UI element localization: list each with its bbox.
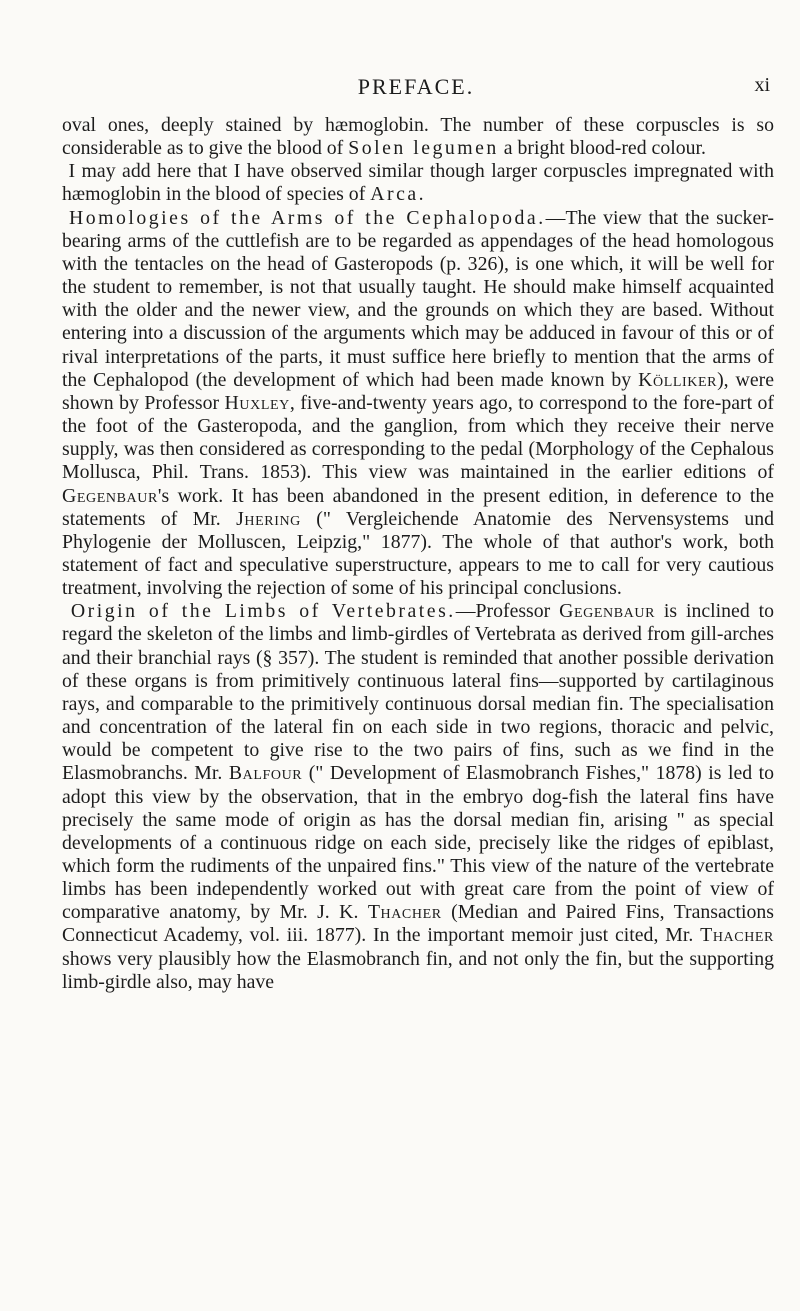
paragraph: I may add here that I have observed similar though larger corpuscles impregnated with hæmoglobin in the blood of species of Arca. [62, 160, 774, 206]
author-name: Thacher [700, 924, 774, 947]
author-name: Gegenbaur [62, 484, 158, 507]
paragraph: oval ones, deeply stained by hæmoglobin. The number of these corpuscles is so considerable as to give the blood of Solen legumen a bright blood-red colour. [62, 114, 774, 160]
author-name: Gegenbaur [559, 600, 656, 623]
species-name: Solen legumen [348, 137, 499, 160]
body-text [62, 114, 774, 994]
author-name: Thacher [367, 901, 442, 924]
section-heading: Origin of the Limbs of Vertebrates. [70, 600, 456, 623]
running-title: PREFACE. [357, 74, 475, 99]
page-number: xi [754, 74, 770, 96]
author-name: Balfour [228, 762, 303, 785]
paragraph: Homologies of the Arms of the Cephalopoda.—The view that the sucker-bearing arms of the cuttlefish are to be regarded as appendages of the head homologous with the tentacles on the head of Gasteropods (p. 326), is one which, it will be well for the student to remember, is not that usually taught. He should make himself acquainted with the older and the newer view, and the grounds on which they are based. Without entering into a discussion of the arguments which may be adduced in favour of this or of rival interpretations of the parts, it must suffice here briefly to mention that the arms of the Cephalopod (the development of which had been made known by Kölliker), were shown by Professor Huxley, five-and-twenty years ago, to correspond to the fore-part of the foot of the Gasteropoda, and the ganglion, from which they receive their nerve supply, was then considered as corresponding to the pedal (Morphology of the Cephalous Mollusca, Phil. Trans. 1853). This view was maintained in the earlier editions of Gegenbaur's work. It has been abandoned in the present edition, in deference to the statements of Mr. Jhering (" Vergleichende Anatomie des Nervensystems und Phylogenie der Molluscen, Leipzig," 1877). The whole of that author's work, both statement of fact and speculative superstructure, appears to me to call for very cautious treatment, involving the rejection of some of his principal conclusions. [62, 206, 775, 600]
section-heading: Homologies of the Arms of the Cephalopoda. [68, 206, 546, 229]
author-name: Jhering [236, 507, 301, 530]
author-name: Kölliker [638, 368, 718, 391]
page-header [62, 74, 770, 104]
paragraph: Origin of the Limbs of Vertebrates.—Professor Gegenbaur is inclined to regard the skeleton of the limbs and limb-girdles of Vertebrata as derived from gill-arches and their branchial rays (§ 357). The student is reminded that another possible derivation of these organs is from primitively continuous lateral fins—supported by cartilaginous rays, and comparable to the primitively continuous dorsal median fin. The specialisation and concentration of the lateral fin on each side in two regions, thoracic and pelvic, would be competent to give rise to the two pairs of fins, such as we find in the Elasmobranchs. Mr. Balfour (" Development of Elasmobranch Fishes," 1878) is led to adopt this view by the observation, that in the embryo dog-fish the lateral fins have precisely the same mode of origin as has the dorsal median fin, arising " as special developments of a continuous ridge on each side, precisely like the ridges of epiblast, which form the rudiments of the unpaired fins." This view of the nature of the vertebrate limbs has been independently worked out with great care from the point of view of comparative anatomy, by Mr. J. K. Thacher (Median and Paired Fins, Transactions Connecticut Academy, vol. iii. 1877). In the important memoir just cited, Mr. Thacher shows very plausibly how the Elasmobranch fin, and not only the fin, but the supporting limb-girdle also, may have [62, 600, 774, 993]
genus-name: Arca [370, 183, 419, 206]
author-name: Huxley [224, 391, 290, 414]
